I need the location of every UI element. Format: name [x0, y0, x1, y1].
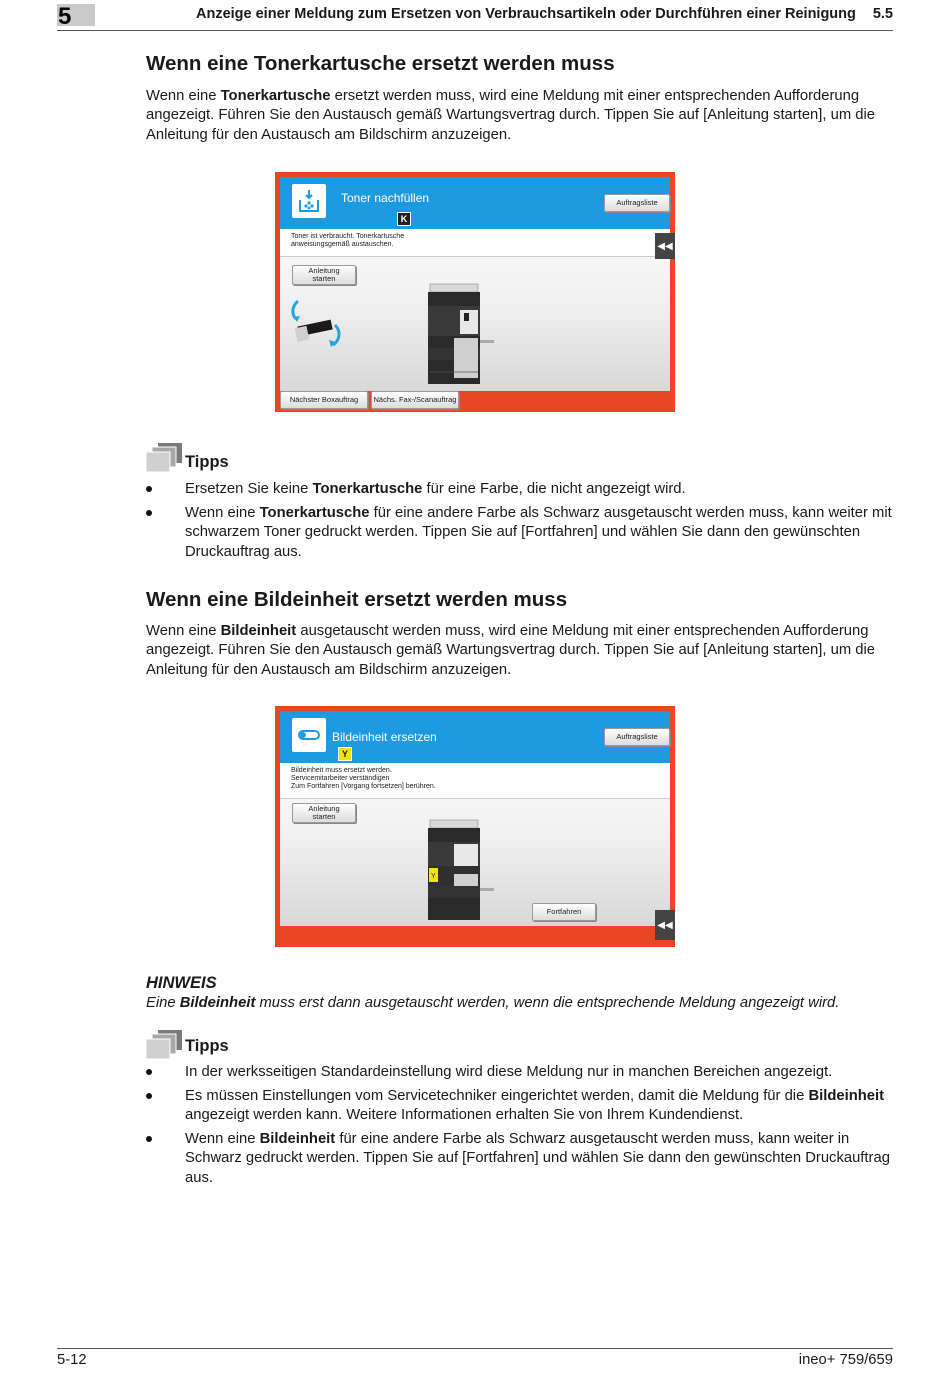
start-guide-label: starten [312, 274, 336, 283]
tips-item-text: für eine Farbe, die nicht angezeigt wird. [422, 481, 686, 497]
drum-paragraph-text-rest: ausgetauscht werden muss, wird eine Meldung mit einer entsprechenden Aufforderung angezeigt. Führen Sie den Austausch gemäß Wartungsvertrag durch. Tippen Sie auf [Anleitung starten], um die Anleitung für den Austausch am Bildschirm anzuzeigen. [146, 623, 876, 678]
back-tab-button[interactable] [655, 910, 675, 940]
job-list-button[interactable]: Auftragsliste [604, 194, 670, 212]
drum-message-line: Servicemitarbeiter verständigen [291, 775, 390, 782]
next-fax-scan-job-button[interactable]: Nächs. Fax-/Scanauftrag [371, 391, 459, 409]
bullet [146, 1069, 154, 1077]
drum-heading: Wenn eine Bildeinheit ersetzt werden muss [146, 588, 568, 611]
start-guide-label: starten [312, 812, 336, 821]
tips-item-text: Wenn eine [185, 1131, 260, 1147]
drum-screen-panel [280, 711, 673, 931]
note-text-part: muss erst dann ausgetauscht werden, wenn die entsprechende Meldung angezeigt wird. [255, 995, 840, 1011]
tips-item-text: für eine andere Farbe als Schwarz ausgetauscht werden muss, kann weiter in Schwarz gedruckt werden. Tippen Sie auf [Fortfahren] und wählen Sie dann den gewünschten Druckauftrag aus. [185, 1131, 890, 1186]
start-guide-label: Anleitung [308, 804, 340, 813]
header-divider [57, 30, 893, 31]
tips-label: Tipps [185, 453, 229, 471]
tips-label: Tipps [185, 1037, 229, 1055]
note-text-bold: Bildeinheit [179, 995, 256, 1011]
tips-item-bold: Bildeinheit [259, 1131, 336, 1147]
tips-item [185, 1087, 893, 1126]
tips-item-text: Es müssen Einstellungen vom Servicetechniker eingerichtet werden, damit die Meldung für die [185, 1088, 809, 1104]
start-guide-button[interactable] [292, 265, 356, 285]
drum-color-badge: Y [338, 747, 352, 761]
tips-item-text: Wenn eine [185, 505, 260, 521]
running-header-title: Anzeige einer Meldung zum Ersetzen von Verbrauchsartikeln oder Durchführen einer Reinigung [196, 6, 856, 22]
drum-paragraph-bold: Bildeinheit [220, 623, 297, 639]
tips-item-bold: Tonerkartusche [259, 505, 370, 521]
imaging-unit-icon [292, 718, 326, 752]
running-header-section: 5.5 [872, 6, 893, 22]
tips-item [185, 1130, 893, 1188]
tips-item [185, 504, 893, 562]
tips-item-bold: Tonerkartusche [312, 481, 423, 497]
note-title: HINWEIS [146, 974, 217, 992]
rewind-icon: ◀◀ [657, 240, 673, 252]
toner-heading: Wenn eine Tonerkartusche ersetzt werden muss [146, 52, 615, 75]
product-model: ineo+ 759/659 [798, 1352, 893, 1368]
bullet [146, 510, 154, 518]
next-box-job-button[interactable]: Nächster Boxauftrag [280, 391, 368, 409]
note-text-part: Eine [146, 995, 180, 1011]
toner-message-line: anweisungsgemäß austauschen. [291, 241, 394, 248]
chapter-number-box [57, 3, 95, 30]
toner-paragraph-bold: Tonerkartusche [220, 88, 331, 104]
note-text [146, 995, 839, 1011]
tips-item-text: angezeigt werden kann. Weitere Informationen erhalten Sie von Ihrem Kundendienst. [185, 1107, 744, 1124]
svg-text:Y: Y [431, 873, 436, 880]
tips-item-text: Ersetzen Sie keine [185, 481, 313, 497]
toner-screen-titlebar [280, 177, 670, 229]
back-tab-button[interactable] [655, 233, 675, 259]
drum-paragraph-text: Wenn eine [146, 623, 221, 639]
tips-item [185, 1063, 893, 1082]
job-list-button[interactable]: Auftragsliste [604, 728, 670, 746]
start-guide-label: Anleitung [308, 266, 340, 275]
toner-paragraph-text-rest: ersetzt werden muss, wird eine Meldung mit einer entsprechenden Aufforderung angezeigt. Führen Sie den Austausch gemäß Wartungsvertrag durch. Tippen Sie auf [Anleitung starten], um die Anleitung für den Austausch am Bildschirm anzuzeigen. [146, 88, 876, 143]
tips-item-bold: Bildeinheit [808, 1088, 885, 1104]
rewind-icon: ◀◀ [657, 919, 673, 931]
toner-message [280, 229, 673, 257]
toner-paragraph-text: Wenn eine [146, 88, 221, 104]
bullet [146, 1093, 154, 1101]
drum-screen-title: Bildeinheit ersetzen [332, 730, 437, 744]
toner-screen-title: Toner nachfüllen [341, 191, 430, 205]
continue-button[interactable]: Fortfahren [532, 903, 596, 921]
printer-illustration [420, 818, 500, 923]
drum-screen-titlebar [280, 711, 670, 763]
tips-icon [146, 1030, 182, 1060]
tips-item-text: In der werksseitigen Standardeinstellung wird diese Meldung nur in manchen Bereichen angezeigt. [185, 1064, 833, 1080]
bullet [146, 1136, 154, 1144]
drum-paragraph [146, 622, 896, 680]
drum-message-line: Bildeinheit muss ersetzt werden. [291, 767, 392, 774]
tips-item-text: für eine andere Farbe als Schwarz ausgetauscht werden muss, kann weiter mit schwarzem Toner gedruckt werden. Tippen Sie auf [Fortfahren] und wählen Sie dann den gewünschten Druckauftrag aus. [185, 505, 892, 560]
printer-illustration [420, 282, 500, 387]
drum-message-line: Zum Fortfahren [Vorgang fortsetzen] berühren. [291, 783, 436, 790]
tips-icon [146, 443, 182, 473]
toner-cartridge-illustration [288, 295, 346, 353]
drum-screen [275, 706, 675, 947]
bullet [146, 486, 154, 494]
chapter-number: 5 [58, 3, 72, 30]
toner-color-badge: K [397, 212, 411, 226]
footer-divider [57, 1348, 893, 1349]
toner-screen-panel [280, 177, 673, 391]
toner-refill-icon [292, 184, 326, 218]
toner-message-line: Toner ist verbraucht. Tonerkartusche [291, 233, 405, 240]
toner-screen [275, 172, 675, 412]
start-guide-button[interactable] [292, 803, 356, 823]
page-number: 5-12 [57, 1352, 87, 1368]
drum-message [280, 763, 670, 799]
toner-paragraph [146, 87, 896, 145]
tips-item [185, 480, 893, 499]
